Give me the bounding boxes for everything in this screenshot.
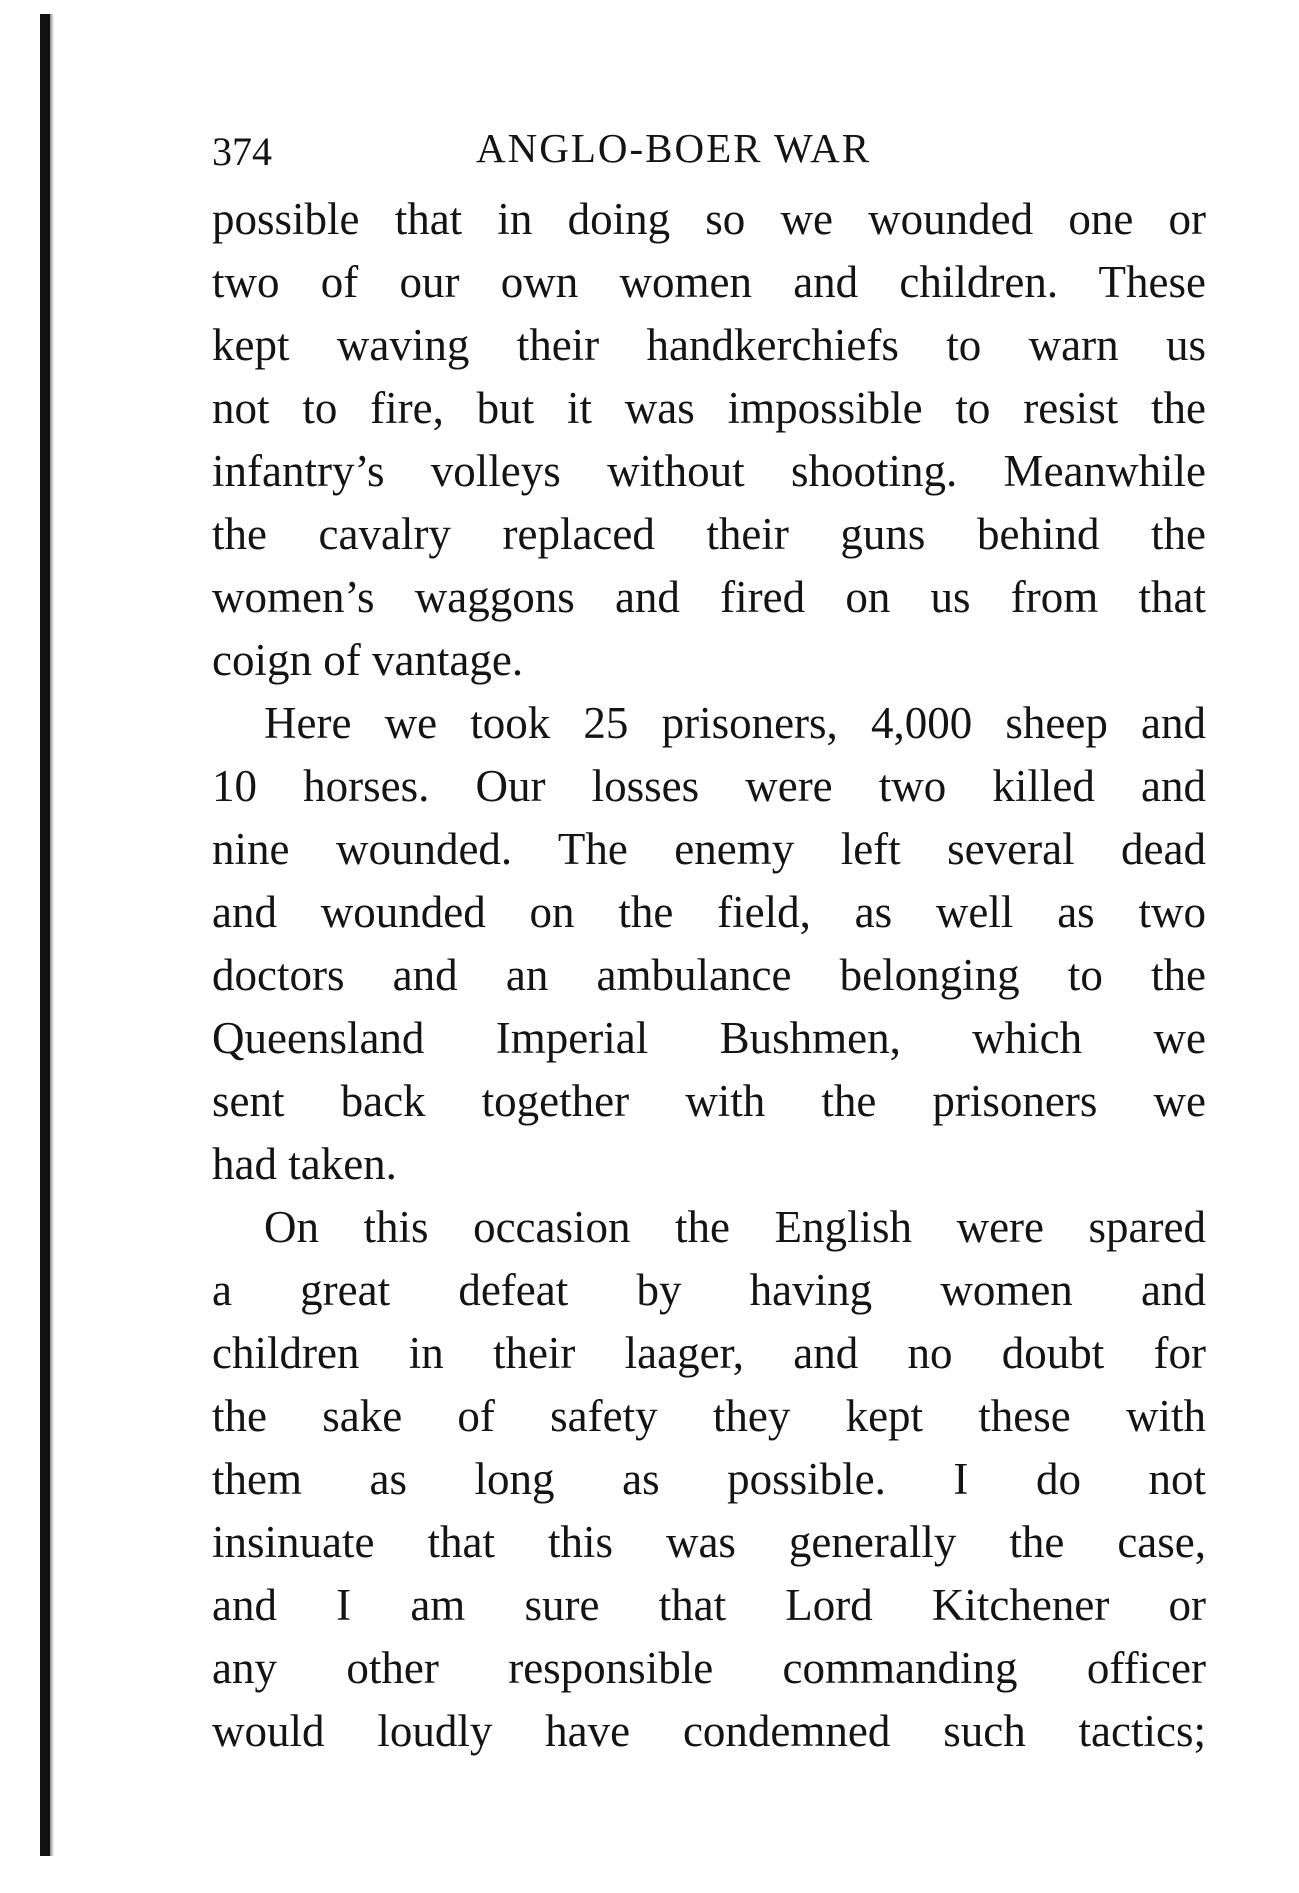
running-head bbox=[212, 118, 1206, 182]
paragraph-2 bbox=[212, 692, 1206, 1196]
body-text bbox=[212, 188, 1206, 1763]
paragraph-1 bbox=[212, 188, 1206, 692]
text-line: infantry’s volleys without shooting. Meanwhile bbox=[212, 446, 1206, 496]
text-line: kept waving their handkerchiefs to warn us bbox=[212, 320, 1206, 370]
text-line: Here we took 25 prisoners, 4,000 sheep and bbox=[264, 698, 1206, 748]
text-line: the sake of safety they kept these with bbox=[212, 1391, 1206, 1441]
text-line: any other responsible commanding officer bbox=[212, 1643, 1206, 1693]
text-line: On this occasion the English were spared bbox=[264, 1202, 1206, 1252]
text-line: would loudly have condemned such tactics; bbox=[212, 1706, 1206, 1756]
paragraph-3 bbox=[212, 1196, 1206, 1763]
text-line: possible that in doing so we wounded one or bbox=[212, 194, 1206, 244]
running-title: ANGLO-BOER WAR bbox=[476, 125, 872, 171]
text-line: the cavalry replaced their guns behind the bbox=[212, 509, 1206, 559]
text-line: doctors and an ambulance belonging to the bbox=[212, 950, 1206, 1000]
text-line: coign of vantage. bbox=[212, 635, 524, 685]
text-line: sent back together with the prisoners we bbox=[212, 1076, 1206, 1126]
text-line: and I am sure that Lord Kitchener or bbox=[212, 1580, 1206, 1630]
text-line: children in their laager, and no doubt for bbox=[212, 1328, 1206, 1378]
book-spine-shadow bbox=[50, 14, 54, 1856]
text-line: 10 horses. Our losses were two killed and bbox=[212, 761, 1206, 811]
page-number: 374 bbox=[212, 129, 272, 174]
text-line: not to fire, but it was impossible to resist the bbox=[212, 383, 1206, 433]
text-line: and wounded on the field, as well as two bbox=[212, 887, 1206, 937]
text-line: a great defeat by having women and bbox=[212, 1265, 1206, 1315]
book-spine-edge bbox=[40, 14, 50, 1856]
text-line: women’s waggons and fired on us from that bbox=[212, 572, 1206, 622]
text-line: them as long as possible. I do not bbox=[212, 1454, 1206, 1504]
text-line: had taken. bbox=[212, 1139, 397, 1189]
text-line: Queensland Imperial Bushmen, which we bbox=[212, 1013, 1206, 1063]
text-line: two of our own women and children. These bbox=[212, 257, 1206, 307]
text-line: insinuate that this was generally the case, bbox=[212, 1517, 1206, 1567]
text-line: nine wounded. The enemy left several dead bbox=[212, 824, 1206, 874]
book-page bbox=[212, 118, 1206, 1763]
